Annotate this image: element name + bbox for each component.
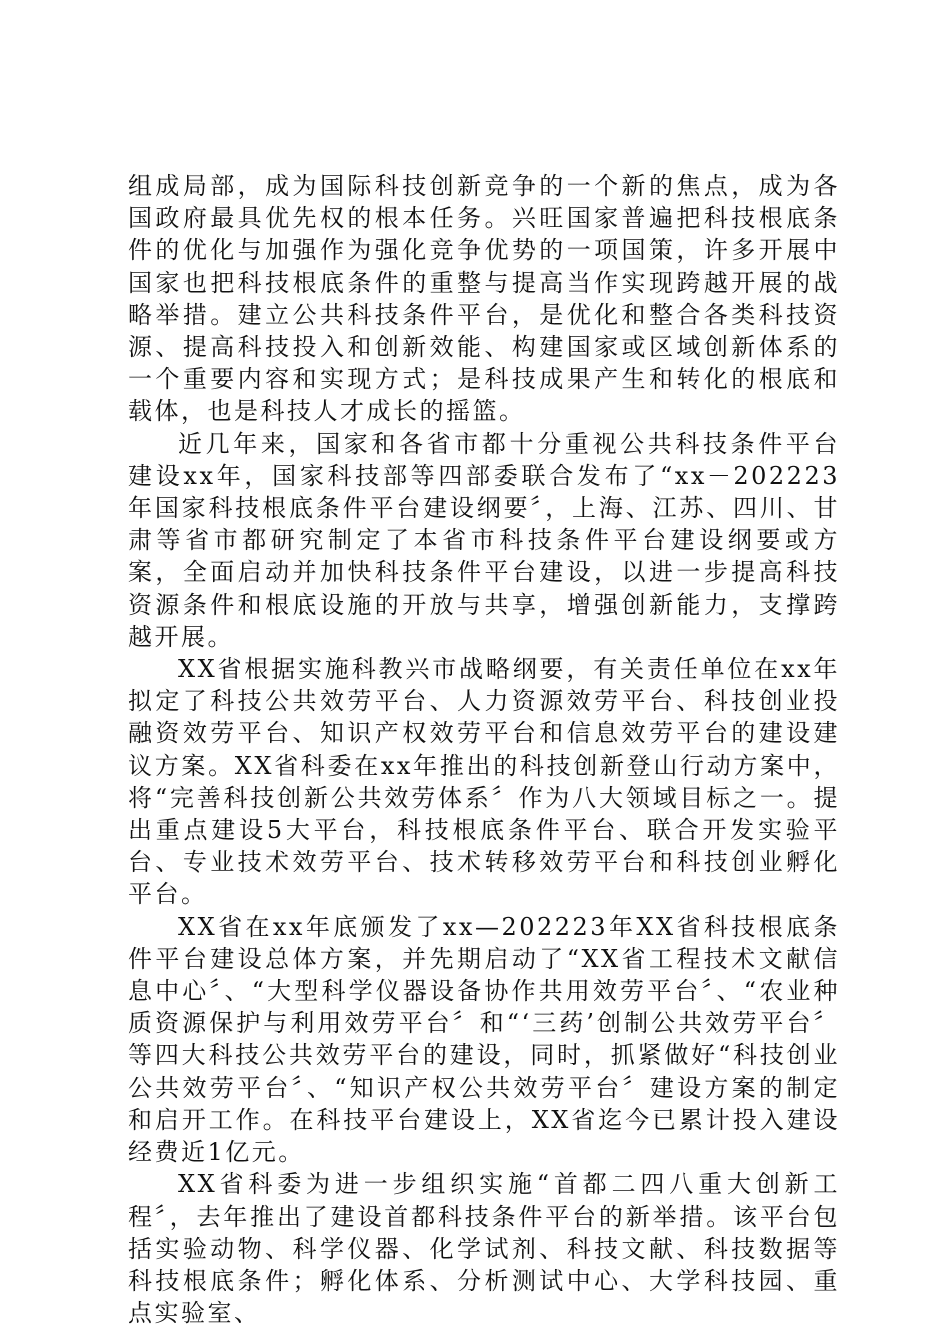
paragraph-4: XX省在xx年底颁发了xx—202223年XX省科技根底条件平台建设总体方案，并先期启动了“XX省工程技术文献信息中心〞、“大型科学仪器设备协作共用效劳平台〞、“农业种质资源保护与利用效劳平台〞和“‘三药’创制公共效劳平台〞等四大科技公共效劳平台的建设，同时，抓紧做好“科技创业公共效劳平台〞、“知识产权公共效劳平台〞建设方案的制定和启开工作。在科技平台建设上，XX省迄今已累计投入建设经费近1亿元。 — [128, 912, 840, 1167]
document-body — [128, 170, 840, 1329]
paragraph-1: 组成局部，成为国际科技创新竞争的一个新的焦点，成为各国政府最具优先权的根本任务。兴旺国家普遍把科技根底条件的优化与加强作为强化竞争优势的一项国策，许多开展中国家也把科技根底条件的重整与提高当作实现跨越开展的战略举措。建立公共科技条件平台，是优化和整合各类科技资源、提高科技投入和创新效能、构建国家或区域创新体系的一个重要内容和实现方式；是科技成果产生和转化的根底和载体，也是科技人才成长的摇篮。 — [128, 172, 840, 426]
paragraph-2: 近几年来，国家和各省市都十分重视公共科技条件平台建设xx年，国家科技部等四部委联合发布了“xx－202223年国家科技根底条件平台建设纲要〞，上海、江苏、四川、甘肃等省市都研究制定了本省市科技条件平台建设纲要或方案，全面启动并加快科技条件平台建设，以进一步提高科技资源条件和根底设施的开放与共享，增强创新能力，支撑跨越开展。 — [128, 429, 840, 651]
paragraph-5: XX省科委为进一步组织实施“首都二四八重大创新工程〞，去年推出了建设首都科技条件平台的新举措。该平台包括实验动物、科学仪器、化学试剂、科技文献、科技数据等科技根底条件；孵化体系、分析测试中心、大学科技园、重点实验室、 — [128, 1170, 840, 1328]
paragraph-3: XX省根据实施科教兴市战略纲要，有关责任单位在xx年拟定了科技公共效劳平台、人力资源效劳平台、科技创业投融资效劳平台、知识产权效劳平台和信息效劳平台的建设建议方案。XX省科委在xx年推出的科技创新登山行动方案中，将“完善科技创新公共效劳体系〞作为八大领域目标之一。提出重点建设5大平台，科技根底条件平台、联合开发实验平台、专业技术效劳平台、技术转移效劳平台和科技创业孵化平台。 — [128, 655, 840, 909]
